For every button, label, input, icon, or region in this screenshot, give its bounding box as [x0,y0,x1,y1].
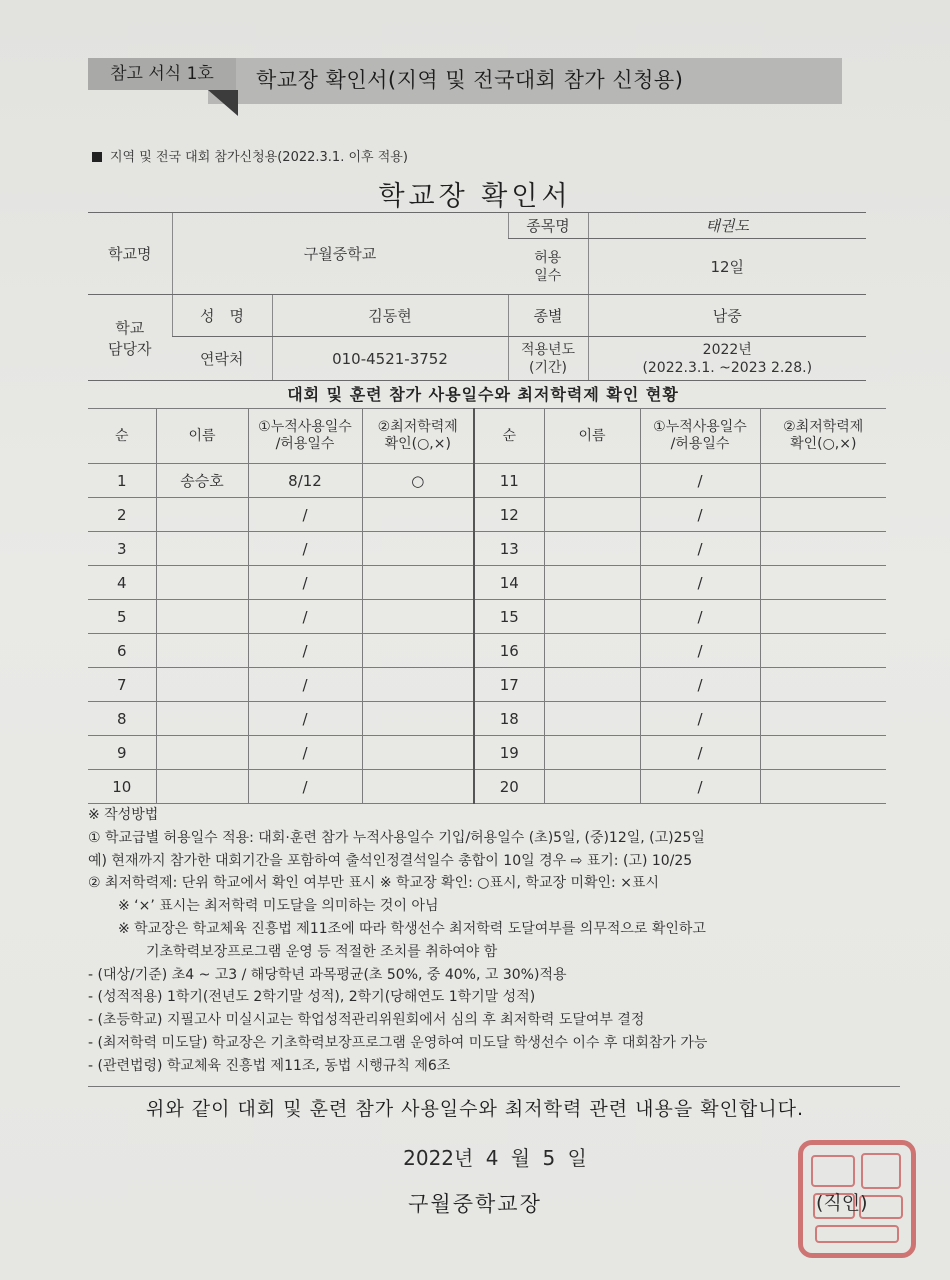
row-days-right: / [640,498,760,532]
allowed-value: 12일 [588,239,866,295]
school-value: 구월중학교 [172,213,508,295]
col-no-right: 순 [474,409,544,464]
col-name-right: 이름 [544,409,640,464]
header-title: 학교장 확인서(지역 및 전국대회 참가 신청용) [256,68,684,92]
manager-table [88,294,866,381]
row-days-left: / [248,634,362,668]
row-days-right: / [640,770,760,804]
document-title: 학교장 확인서 [378,181,572,212]
row-number-left: 6 [88,634,156,668]
row-number-left: 10 [88,770,156,804]
row-name-right [544,498,640,532]
col-acad-left-2: 확인(○,×) [384,436,451,452]
row-days-left: / [248,770,362,804]
row-number-left: 3 [88,532,156,566]
year-label-1: 적용년도 [520,341,576,358]
row-acad-left [362,566,474,600]
detail-1: - (대상/기준) 초4 ~ 고3 / 해당학년 과목평균(초 50%, 중 40%, 고 30%)적용 [88,966,567,983]
row-number-left: 8 [88,702,156,736]
allowed-label-2: 일수 [534,267,562,284]
confirm-statement: 위와 같이 대회 및 훈련 참가 사용일수와 최저학력 관련 내용을 확인합니다. [145,1098,805,1120]
row-number-left: 4 [88,566,156,600]
row-number-right: 13 [474,532,544,566]
detail-2: - (성적적용) 1학기(전년도 2학기말 성적), 2학기(당해연도 1학기말 성적) [88,989,536,1006]
row-days-right: / [640,532,760,566]
row-acad-left: ○ [362,464,474,498]
row-number-right: 14 [474,566,544,600]
row-acad-right [760,566,886,600]
col-no-left: 순 [88,409,156,464]
manager-label-2: 담당자 [108,339,152,358]
row-acad-right [760,600,886,634]
row-days-left: / [248,566,362,600]
event-value: 태권도 [588,213,866,239]
col-days-right-2: /허용일수 [670,436,730,452]
row-acad-right [760,498,886,532]
row-number-right: 12 [474,498,544,532]
instructions [88,804,898,1078]
year-value-cell [588,337,866,381]
row-days-right: / [640,634,760,668]
row-days-right: / [640,702,760,736]
year-label-2: (기간) [529,359,567,376]
table-header-row [88,409,886,464]
row-number-left: 1 [88,464,156,498]
row-name-left [156,736,248,770]
row-acad-left [362,736,474,770]
row-name-right [544,464,640,498]
contact-label: 연락처 [172,337,272,381]
row-number-left: 5 [88,600,156,634]
row-acad-right [760,736,886,770]
row-name-right [544,532,640,566]
row-acad-right [760,464,886,498]
info-table [88,212,866,295]
row-acad-right [760,770,886,804]
col-days-left [248,409,362,464]
row-number-left: 2 [88,498,156,532]
row-days-left: / [248,600,362,634]
row-name-left [156,634,248,668]
category-label: 종별 [508,295,588,337]
row-name-right [544,600,640,634]
row-acad-right [760,634,886,668]
detail-5: - (관련법령) 학교체육 진흥법 제11조, 동법 시행규칙 제6조 [88,1057,451,1074]
row-name-left: 송승호 [156,464,248,498]
row-days-right: / [640,736,760,770]
row-acad-left [362,498,474,532]
year-label [508,337,588,381]
table-row [88,600,886,634]
row-number-right: 17 [474,668,544,702]
school-label: 학교명 [88,213,172,295]
row-acad-left [362,532,474,566]
row-acad-left [362,600,474,634]
row-name-right [544,566,640,600]
row-days-right: / [640,464,760,498]
header-triangle [208,90,238,116]
divider [88,1086,900,1087]
row-days-left: / [248,532,362,566]
row-days-right: / [640,600,760,634]
row-number-right: 16 [474,634,544,668]
year-value: 2022년 [702,341,752,358]
notice-line [92,146,408,165]
row-days-left: / [248,668,362,702]
manager-label-1: 학교 [115,318,145,337]
row-name-right [544,634,640,668]
col-acad-right-1: ②최저학력제 [783,419,864,435]
row-number-right: 20 [474,770,544,804]
row-name-left [156,532,248,566]
event-label: 종목명 [508,213,588,239]
row-name-left [156,566,248,600]
row-acad-left [362,634,474,668]
note-1: ① 학교급별 허용일수 적용: 대회·훈련 참가 누적사용일수 기입/허용일수 (초)5일, (중)12일, (고)25일 [88,829,705,846]
col-acad-left-1: ②최저학력제 [377,419,458,435]
year-period: (2022.3.1. ~2023 2.28.) [642,359,813,376]
date: 2022년 4 월 5 일 [403,1146,587,1170]
row-number-left: 9 [88,736,156,770]
allowed-label [508,239,588,295]
row-number-right: 11 [474,464,544,498]
row-name-left [156,668,248,702]
row-acad-left [362,770,474,804]
detail-4: - (최저학력 미도달) 학교장은 기초학력보장프로그램 운영하여 미도달 학생선수 이수 후 대회참가 가능 [88,1034,708,1051]
note-2: ② 최저학력제: 단위 학교에서 확인 여부만 표시 ※ 학교장 확인: ○표시, 학교장 미확인: ×표시 [88,875,659,892]
row-acad-left [362,668,474,702]
row-days-left: / [248,702,362,736]
row-acad-left [362,702,474,736]
name-value: 김동현 [272,295,508,337]
table-row [88,736,886,770]
table-row [88,464,886,498]
col-days-right-1: ①누적사용일수 [653,419,747,435]
col-acad-right [760,409,886,464]
row-days-right: / [640,566,760,600]
table-row [88,702,886,736]
col-days-left-2: /허용일수 [275,436,335,452]
row-name-right [544,702,640,736]
table-row [88,566,886,600]
col-acad-left [362,409,474,464]
note-2-a: ※ ‘×’ 표시는 최저학력 미도달을 의미하는 것이 아님 [118,898,439,915]
form-tag: 참고 서식 1호 [88,58,236,90]
row-number-right: 19 [474,736,544,770]
contact-value: 010-4521-3752 [272,337,508,381]
row-name-right [544,770,640,804]
row-name-left [156,498,248,532]
note-2-c: 기초학력보장프로그램 운영 등 적절한 조치를 취하여야 함 [146,943,498,960]
row-days-right: / [640,668,760,702]
detail-3: - (초등학교) 지필고사 미실시교는 학업성적관리위원회에서 심의 후 최저학력 도달여부 결정 [88,1012,645,1029]
notes-heading: ※ 작성방법 [88,807,159,823]
notice-text: 지역 및 전국 대회 참가신청용(2022.3.1. 이후 적용) [110,150,408,165]
row-name-left [156,702,248,736]
row-acad-right [760,532,886,566]
seal-label: (직인) [816,1192,868,1214]
table-row [88,770,886,804]
row-name-left [156,770,248,804]
col-days-left-1: ①누적사용일수 [258,419,352,435]
usage-table [88,408,886,804]
table-row [88,634,886,668]
manager-label [88,295,172,381]
row-number-right: 18 [474,702,544,736]
table-row [88,498,886,532]
name-label: 성 명 [172,295,272,337]
row-days-left: / [248,736,362,770]
row-name-right [544,668,640,702]
principal-name: 구월중학교장 [408,1192,542,1216]
allowed-label-1: 허용 [534,249,562,266]
table-row [88,668,886,702]
row-days-left: / [248,498,362,532]
row-acad-right [760,702,886,736]
row-number-right: 15 [474,600,544,634]
col-acad-right-2: 확인(○,×) [790,436,857,452]
note-1-example: 예) 현재까지 참가한 대회기간을 포함하여 출석인정결석일수 총합이 10일 경우 ⇨ 표기: (고) 10/25 [88,852,693,869]
table-body [88,464,886,804]
row-number-left: 7 [88,668,156,702]
row-days-left: 8/12 [248,464,362,498]
row-name-right [544,736,640,770]
col-name-left: 이름 [156,409,248,464]
row-name-left [156,600,248,634]
note-2-b: ※ 학교장은 학교체육 진흥법 제11조에 따라 학생선수 최저학력 도달여부를 의무적으로 확인하고 [118,920,706,937]
row-acad-right [760,668,886,702]
category-value: 남중 [588,295,866,337]
table-row [88,532,886,566]
square-bullet-icon [92,152,102,162]
section-title: 대회 및 훈련 참가 사용일수와 최저학력제 확인 현황 [287,385,679,404]
col-days-right [640,409,760,464]
